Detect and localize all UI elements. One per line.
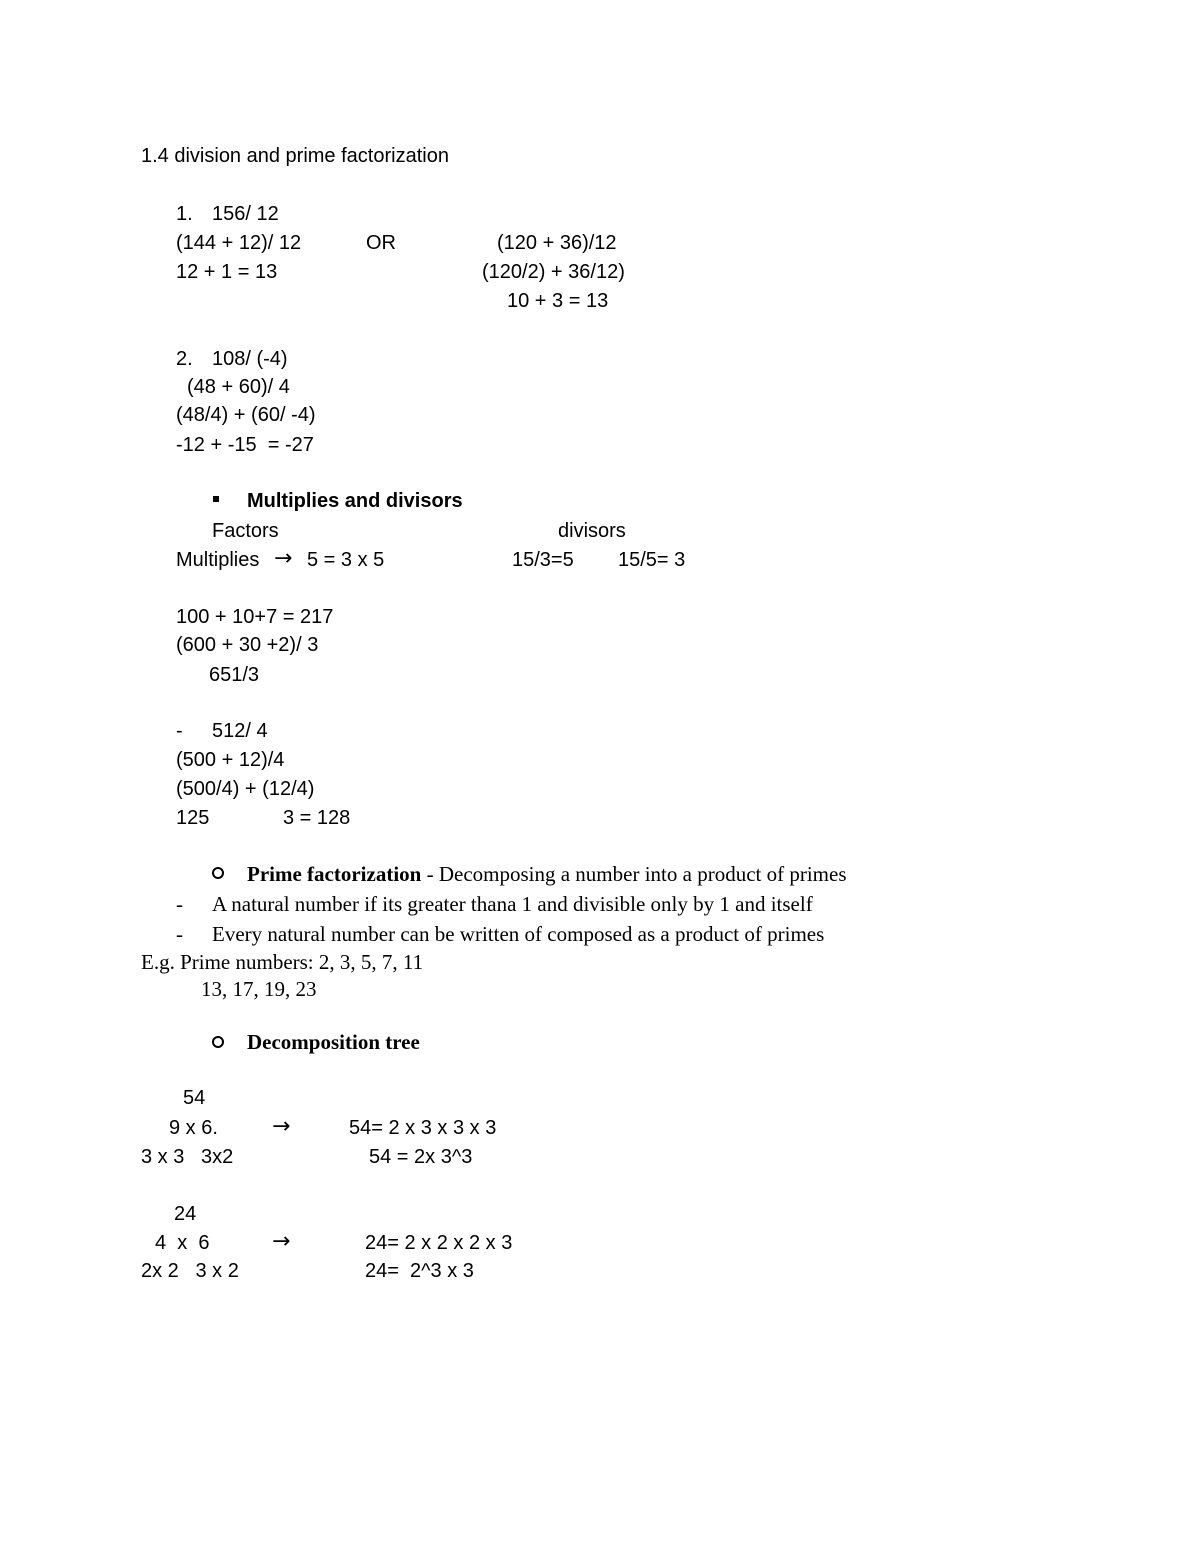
prime-heading: Prime factorization [247,862,422,886]
tree1-eq2: 54 = 2x 3^3 [369,1146,473,1168]
divisor-example-2: 15/5= 3 [618,549,686,571]
prime-bullet1: A natural number if its greater thana 1 and divisible only by 1 and itself [212,892,813,916]
ex2-number: 2. [176,348,193,370]
ex1-line3: 12 + 1 = 13 [176,261,278,283]
prime-example-2: 13, 17, 19, 23 [201,977,317,1001]
ex1-or: OR [366,232,396,254]
ex1-alt2: (120/2) + 36/12) [482,261,625,283]
multiples-heading: Multiplies and divisors [247,490,463,512]
ex1-line1: 156/ 12 [212,203,279,225]
tree1-mid: 9 x 6. [169,1117,218,1139]
tree1-leaves: 3 x 3 3x2 [141,1146,234,1168]
right-arrow-icon: → [274,546,293,571]
ex2-line1: 108/ (-4) [212,348,288,370]
ex2-line3: (48/4) + (60/ -4) [176,404,316,426]
prime-description: - Decomposing a number into a product of primes [421,862,847,886]
factors-label: Factors [212,520,279,542]
square-bullet-icon [213,496,219,502]
prime-bullet1-dash: - [176,892,183,916]
circle-bullet-icon [212,867,224,879]
ex3-line2: (600 + 30 +2)/ 3 [176,634,319,656]
right-arrow-icon: → [272,1114,291,1139]
divisor-example-1: 15/3=5 [512,549,574,571]
ex1-number: 1. [176,203,193,225]
tree2-root: 24 [174,1203,197,1225]
multiplies-label: Multiplies [176,549,260,571]
ex1-alt1: (120 + 36)/12 [497,232,617,254]
tree1-root: 54 [183,1087,206,1109]
ex4-line1: 512/ 4 [212,720,268,742]
prime-bullet2: Every natural number can be written of composed as a product of primes [212,922,825,946]
tree-heading: Decomposition tree [247,1030,420,1054]
ex1-line2: (144 + 12)/ 12 [176,232,302,254]
ex4-line2: (500 + 12)/4 [176,749,285,771]
circle-bullet-icon [212,1036,224,1048]
ex3-line3: 651/3 [209,664,260,686]
tree2-mid: 4 x 6 [155,1232,210,1254]
divisors-label: divisors [558,520,626,542]
ex3-line1: 100 + 10+7 = 217 [176,606,334,628]
ex4-line3: (500/4) + (12/4) [176,778,315,800]
ex2-line4: -12 + -15 = -27 [176,434,314,456]
ex1-alt3: 10 + 3 = 13 [507,290,609,312]
tree2-eq1: 24= 2 x 2 x 2 x 3 [365,1232,513,1254]
prime-bullet2-dash: - [176,922,183,946]
ex2-line2: (48 + 60)/ 4 [187,376,290,398]
page-title: 1.4 division and prime factorization [141,145,449,167]
ex4-dash: - [176,720,183,742]
tree1-eq1: 54= 2 x 3 x 3 x 3 [349,1117,497,1139]
prime-example-1: E.g. Prime numbers: 2, 3, 5, 7, 11 [141,950,424,974]
multiples-equation: 5 = 3 x 5 [307,549,385,571]
tree2-leaves: 2x 2 3 x 2 [141,1260,239,1282]
ex4-line4b: 3 = 128 [283,807,351,829]
ex4-line4a: 125 [176,807,210,829]
right-arrow-icon: → [272,1229,291,1254]
tree2-eq2: 24= 2^3 x 3 [365,1260,474,1282]
prime-line [247,862,847,886]
